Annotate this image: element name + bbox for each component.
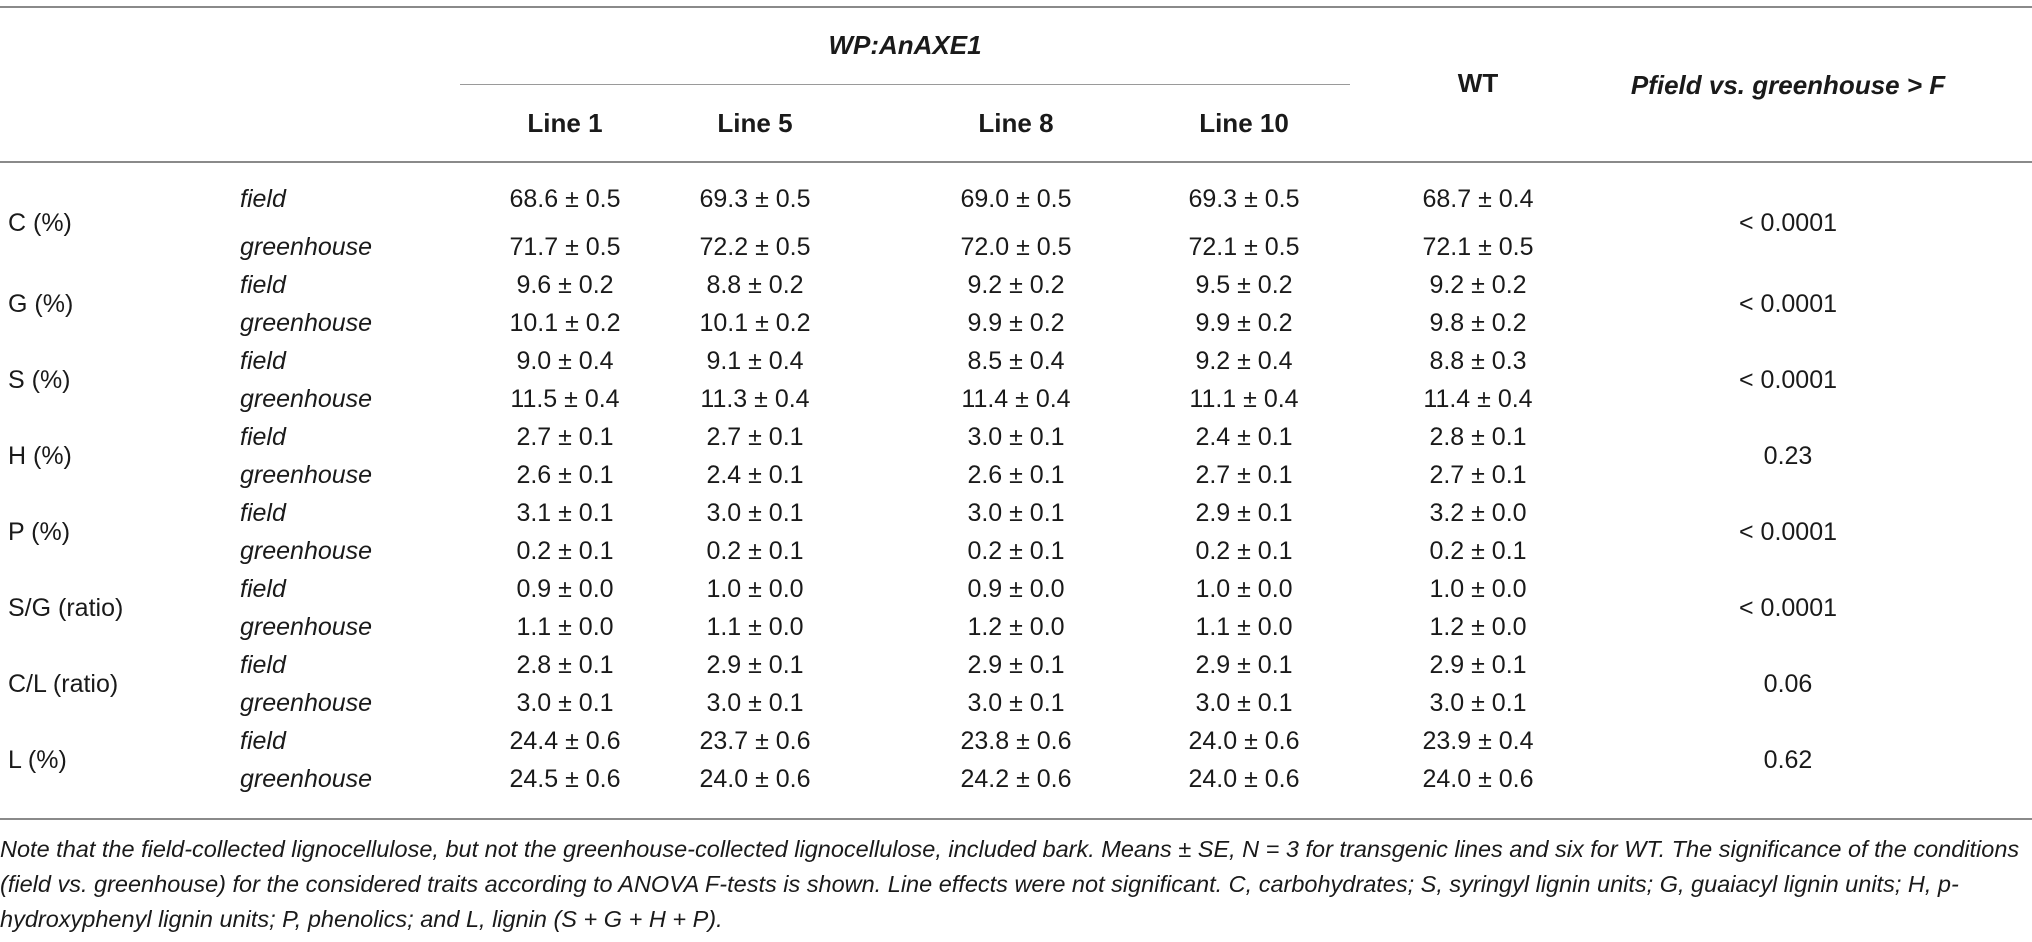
- field-value-cell: 23.7 ± 0.6: [699, 727, 811, 755]
- trait-label: C/L (ratio): [8, 670, 119, 698]
- field-value-cell: 3.0 ± 0.1: [967, 423, 1065, 451]
- group-header: WP:AnAXE1: [828, 30, 982, 60]
- greenhouse-value-cell: 1.1 ± 0.0: [706, 613, 804, 641]
- field-value-cell: 2.9 ± 0.1: [1195, 651, 1293, 679]
- field-value-cell: 3.0 ± 0.1: [967, 499, 1065, 527]
- p-value-cell: 0.62: [1763, 746, 1813, 774]
- field-value-cell: 68.6 ± 0.5: [509, 185, 621, 213]
- header-bottom-rule: [0, 161, 2032, 163]
- condition-greenhouse-label: greenhouse: [240, 233, 373, 261]
- greenhouse-value-cell: 9.8 ± 0.2: [1429, 309, 1527, 337]
- trait-label: C (%): [8, 209, 72, 237]
- table-top-rule: [0, 6, 2032, 8]
- greenhouse-value-cell: 2.6 ± 0.1: [967, 461, 1065, 489]
- column-header: Line 1: [527, 108, 603, 138]
- group-header-underline: [460, 84, 1350, 85]
- condition-field-label: field: [240, 575, 286, 603]
- field-value-cell: 0.9 ± 0.0: [516, 575, 614, 603]
- greenhouse-value-cell: 72.2 ± 0.5: [699, 233, 811, 261]
- p-value-cell: 0.06: [1763, 670, 1813, 698]
- p-value-cell: < 0.0001: [1738, 366, 1838, 394]
- greenhouse-value-cell: 2.6 ± 0.1: [516, 461, 614, 489]
- greenhouse-value-cell: 1.2 ± 0.0: [1429, 613, 1527, 641]
- field-value-cell: 3.2 ± 0.0: [1429, 499, 1527, 527]
- field-value-cell: 9.2 ± 0.2: [1429, 271, 1527, 299]
- greenhouse-value-cell: 0.2 ± 0.1: [1429, 537, 1527, 565]
- p-value-cell: < 0.0001: [1738, 518, 1838, 546]
- field-value-cell: 2.9 ± 0.1: [706, 651, 804, 679]
- condition-field-label: field: [240, 727, 286, 755]
- field-value-cell: 9.2 ± 0.4: [1195, 347, 1293, 375]
- p-value-cell: 0.23: [1763, 442, 1813, 470]
- field-value-cell: 1.0 ± 0.0: [1195, 575, 1293, 603]
- field-value-cell: 8.8 ± 0.3: [1429, 347, 1527, 375]
- greenhouse-value-cell: 72.1 ± 0.5: [1188, 233, 1300, 261]
- column-header: Line 8: [978, 108, 1054, 138]
- field-value-cell: 9.1 ± 0.4: [706, 347, 804, 375]
- table-footnote: Note that the field-collected lignocellulose, but not the greenhouse-collected lignocellulose, included bark. Means ± SE, N = 3 for transgenic lines and six for WT. The significance of the conditions (field vs. greenhouse) for the considered traits according to ANOVA F-tests is shown. Line effects were not significant. C, carbohydrates; S, syringyl lignin units; G, guaiacyl lignin units; H, p-hydroxyphenyl lignin units; P, phenolics; and L, lignin (S + G + H + P).: [0, 836, 2020, 932]
- field-value-cell: 2.7 ± 0.1: [516, 423, 614, 451]
- field-value-cell: 2.9 ± 0.1: [967, 651, 1065, 679]
- field-value-cell: 24.4 ± 0.6: [509, 727, 621, 755]
- greenhouse-value-cell: 2.4 ± 0.1: [706, 461, 804, 489]
- field-value-cell: 2.8 ± 0.1: [516, 651, 614, 679]
- condition-field-label: field: [240, 271, 286, 299]
- greenhouse-value-cell: 10.1 ± 0.2: [509, 309, 621, 337]
- greenhouse-value-cell: 11.5 ± 0.4: [510, 385, 620, 413]
- p-value-cell: < 0.0001: [1738, 594, 1838, 622]
- greenhouse-value-cell: 9.9 ± 0.2: [967, 309, 1065, 337]
- greenhouse-value-cell: 24.0 ± 0.6: [1188, 765, 1300, 793]
- condition-greenhouse-label: greenhouse: [240, 613, 373, 641]
- greenhouse-value-cell: 3.0 ± 0.1: [967, 689, 1065, 717]
- field-value-cell: 24.0 ± 0.6: [1188, 727, 1300, 755]
- field-value-cell: 23.8 ± 0.6: [960, 727, 1072, 755]
- column-header: Line 10: [1199, 108, 1289, 138]
- greenhouse-value-cell: 2.7 ± 0.1: [1195, 461, 1293, 489]
- field-value-cell: 1.0 ± 0.0: [706, 575, 804, 603]
- field-value-cell: 2.9 ± 0.1: [1429, 651, 1527, 679]
- greenhouse-value-cell: 3.0 ± 0.1: [1195, 689, 1293, 717]
- field-value-cell: 2.9 ± 0.1: [1195, 499, 1293, 527]
- greenhouse-value-cell: 0.2 ± 0.1: [1195, 537, 1293, 565]
- greenhouse-value-cell: 71.7 ± 0.5: [509, 233, 621, 261]
- condition-greenhouse-label: greenhouse: [240, 461, 373, 489]
- greenhouse-value-cell: 1.2 ± 0.0: [967, 613, 1065, 641]
- field-value-cell: 69.3 ± 0.5: [699, 185, 811, 213]
- greenhouse-value-cell: 1.1 ± 0.0: [1195, 613, 1293, 641]
- field-value-cell: 0.9 ± 0.0: [967, 575, 1065, 603]
- trait-label: S (%): [8, 366, 71, 394]
- field-value-cell: 1.0 ± 0.0: [1429, 575, 1527, 603]
- condition-greenhouse-label: greenhouse: [240, 689, 373, 717]
- greenhouse-value-cell: 3.0 ± 0.1: [706, 689, 804, 717]
- field-value-cell: 8.8 ± 0.2: [706, 271, 804, 299]
- field-value-cell: 2.7 ± 0.1: [706, 423, 804, 451]
- trait-label: H (%): [8, 442, 72, 470]
- greenhouse-value-cell: 24.0 ± 0.6: [699, 765, 811, 793]
- greenhouse-value-cell: 72.0 ± 0.5: [960, 233, 1072, 261]
- condition-greenhouse-label: greenhouse: [240, 765, 373, 793]
- p-value-cell: < 0.0001: [1738, 290, 1838, 318]
- greenhouse-value-cell: 24.5 ± 0.6: [509, 765, 621, 793]
- field-value-cell: 68.7 ± 0.4: [1422, 185, 1534, 213]
- greenhouse-value-cell: 11.4 ± 0.4: [961, 385, 1071, 413]
- greenhouse-value-cell: 3.0 ± 0.1: [1429, 689, 1527, 717]
- table-bottom-rule: [0, 818, 2032, 820]
- condition-greenhouse-label: greenhouse: [240, 309, 373, 337]
- condition-greenhouse-label: greenhouse: [240, 385, 373, 413]
- field-value-cell: 69.3 ± 0.5: [1188, 185, 1300, 213]
- p-value-header: Pfield vs. greenhouse > F: [1630, 70, 1946, 100]
- greenhouse-value-cell: 11.3 ± 0.4: [700, 385, 810, 413]
- p-value-cell: < 0.0001: [1738, 209, 1838, 237]
- greenhouse-value-cell: 11.4 ± 0.4: [1423, 385, 1533, 413]
- greenhouse-value-cell: 0.2 ± 0.1: [516, 537, 614, 565]
- field-value-cell: 69.0 ± 0.5: [960, 185, 1072, 213]
- field-value-cell: 9.6 ± 0.2: [516, 271, 614, 299]
- field-value-cell: 2.8 ± 0.1: [1429, 423, 1527, 451]
- greenhouse-value-cell: 9.9 ± 0.2: [1195, 309, 1293, 337]
- wt-header: WT: [1457, 68, 1499, 98]
- field-value-cell: 3.0 ± 0.1: [706, 499, 804, 527]
- greenhouse-value-cell: 24.0 ± 0.6: [1422, 765, 1534, 793]
- field-value-cell: 3.1 ± 0.1: [516, 499, 614, 527]
- condition-field-label: field: [240, 185, 286, 213]
- greenhouse-value-cell: 3.0 ± 0.1: [516, 689, 614, 717]
- greenhouse-value-cell: 72.1 ± 0.5: [1422, 233, 1534, 261]
- greenhouse-value-cell: 11.1 ± 0.4: [1189, 385, 1299, 413]
- trait-label: L (%): [8, 746, 67, 774]
- column-header: Line 5: [717, 108, 793, 138]
- condition-greenhouse-label: greenhouse: [240, 537, 373, 565]
- field-value-cell: 9.5 ± 0.2: [1195, 271, 1293, 299]
- greenhouse-value-cell: 2.7 ± 0.1: [1429, 461, 1527, 489]
- greenhouse-value-cell: 0.2 ± 0.1: [967, 537, 1065, 565]
- trait-label: S/G (ratio): [8, 594, 124, 622]
- condition-field-label: field: [240, 499, 286, 527]
- trait-label: G (%): [8, 290, 74, 318]
- greenhouse-value-cell: 1.1 ± 0.0: [516, 613, 614, 641]
- condition-field-label: field: [240, 423, 286, 451]
- condition-field-label: field: [240, 347, 286, 375]
- greenhouse-value-cell: 10.1 ± 0.2: [699, 309, 811, 337]
- field-value-cell: 9.0 ± 0.4: [516, 347, 614, 375]
- trait-label: P (%): [8, 518, 71, 546]
- greenhouse-value-cell: 0.2 ± 0.1: [706, 537, 804, 565]
- condition-field-label: field: [240, 651, 286, 679]
- field-value-cell: 8.5 ± 0.4: [967, 347, 1065, 375]
- greenhouse-value-cell: 24.2 ± 0.6: [960, 765, 1072, 793]
- field-value-cell: 9.2 ± 0.2: [967, 271, 1065, 299]
- field-value-cell: 23.9 ± 0.4: [1422, 727, 1534, 755]
- field-value-cell: 2.4 ± 0.1: [1195, 423, 1293, 451]
